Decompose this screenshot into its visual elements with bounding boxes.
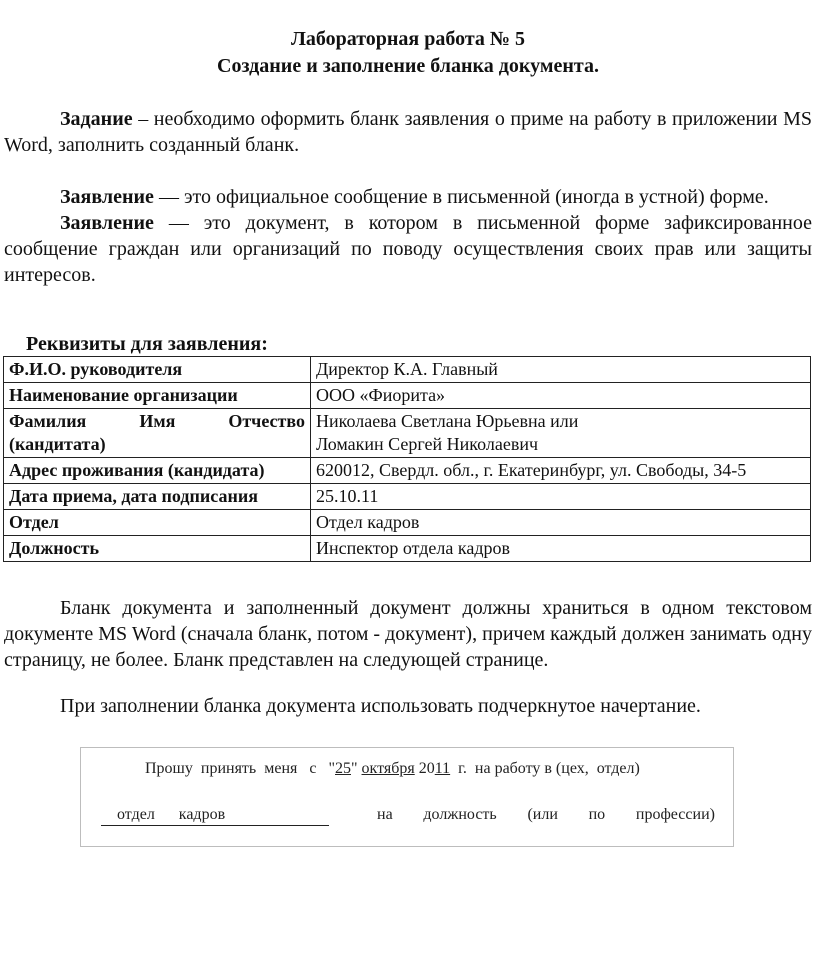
form-year-suffix: 11 [434,760,451,777]
definition-1 [4,184,812,210]
requisites-table [3,356,811,562]
requisite-value: Директор К.А. Главный [311,357,811,383]
requisite-key: Наименование организации [4,383,311,409]
requisite-key: Отдел [4,510,311,536]
table-row [4,357,811,383]
lab-subtitle: Создание и заполнение бланка документа. [217,55,599,77]
requisite-value: Отдел кадров [311,510,811,536]
requisite-value: 620012, Свердл. обл., г. Екатеринбург, ул. Свободы, 34-5 [311,458,811,484]
form-year-pre: 20 [414,760,435,777]
table-row [4,484,811,510]
requisite-value: ООО «Фиорита» [311,383,811,409]
definition-1-text: — это официальное сообщение в письменной (иногда в устной) форме. [153,186,769,208]
form-line1-pre: Прошу принять меня с " [145,760,335,777]
definition-2 [4,210,812,288]
table-row [4,510,811,536]
requisite-value: 25.10.11 [311,484,811,510]
task-paragraph [4,106,812,158]
requisite-key: Ф.И.О. руководителя [4,357,311,383]
table-row [4,536,811,562]
form-quote-close: " [351,760,362,777]
requisite-key [4,409,311,458]
requisite-key: Адрес проживания (кандидата) [4,458,311,484]
table-row [4,383,811,409]
form-sample-image [80,747,734,847]
requisite-key-line1 [9,410,305,433]
form-word: профессии) [635,806,715,823]
form-word: по [588,806,606,823]
underline-paragraph: При заполнении бланка документа использовать подчеркнутое начертание. [60,695,701,717]
requisite-value-line1: Николаева Светлана Юрьевна или [316,411,579,431]
blank-paragraph: Бланк документа и заполненный документ должны храниться в одном текстовом документе MS Word (сначала бланк, потом - документ), причем каждый должен занимать одну страницу, не более. Бланк представлен на следующей странице. [4,597,812,671]
form-month: октября [361,760,415,777]
form-line1-post: г. на работу в (цех, отдел) [450,760,640,777]
definition-2-text: — это документ, в котором в письменной форме зафиксированное сообщение граждан или организаций по поводу осуществления своих прав или защиты интересов. [4,212,812,286]
form-word: должность [423,806,497,823]
table-row [4,409,811,458]
form-dept-field: отдел кадров [101,806,329,826]
requisite-value [311,409,811,458]
requisite-key: Дата приема, дата подписания [4,484,311,510]
form-word: на [377,806,393,823]
table-row [4,458,811,484]
form-line-1 [145,760,640,778]
requisite-key-word: Фамилия [9,411,87,431]
requisite-value: Инспектор отдела кадров [311,536,811,562]
definition-2-term: Заявление [60,212,154,234]
requisite-key-line2: (кандитата) [9,434,106,454]
requisites-heading: Реквизиты для заявления: [26,333,268,355]
form-word: (или [527,806,558,823]
requisite-key: Должность [4,536,311,562]
lab-title: Лабораторная работа № 5 [290,28,526,50]
task-text: – необходимо оформить бланк заявления о приме на работу в приложении MS Word, заполнить созданный бланк. [4,108,812,156]
form-line2-rest [377,806,715,824]
form-day: 25 [335,760,351,777]
requisite-key-word: Отчество [228,411,305,431]
requisite-key-word: Имя [139,411,176,431]
requisite-value-line2: Ломакин Сергей Николаевич [316,434,539,454]
task-label: Задание [60,108,133,130]
definition-1-term: Заявление [60,186,154,208]
